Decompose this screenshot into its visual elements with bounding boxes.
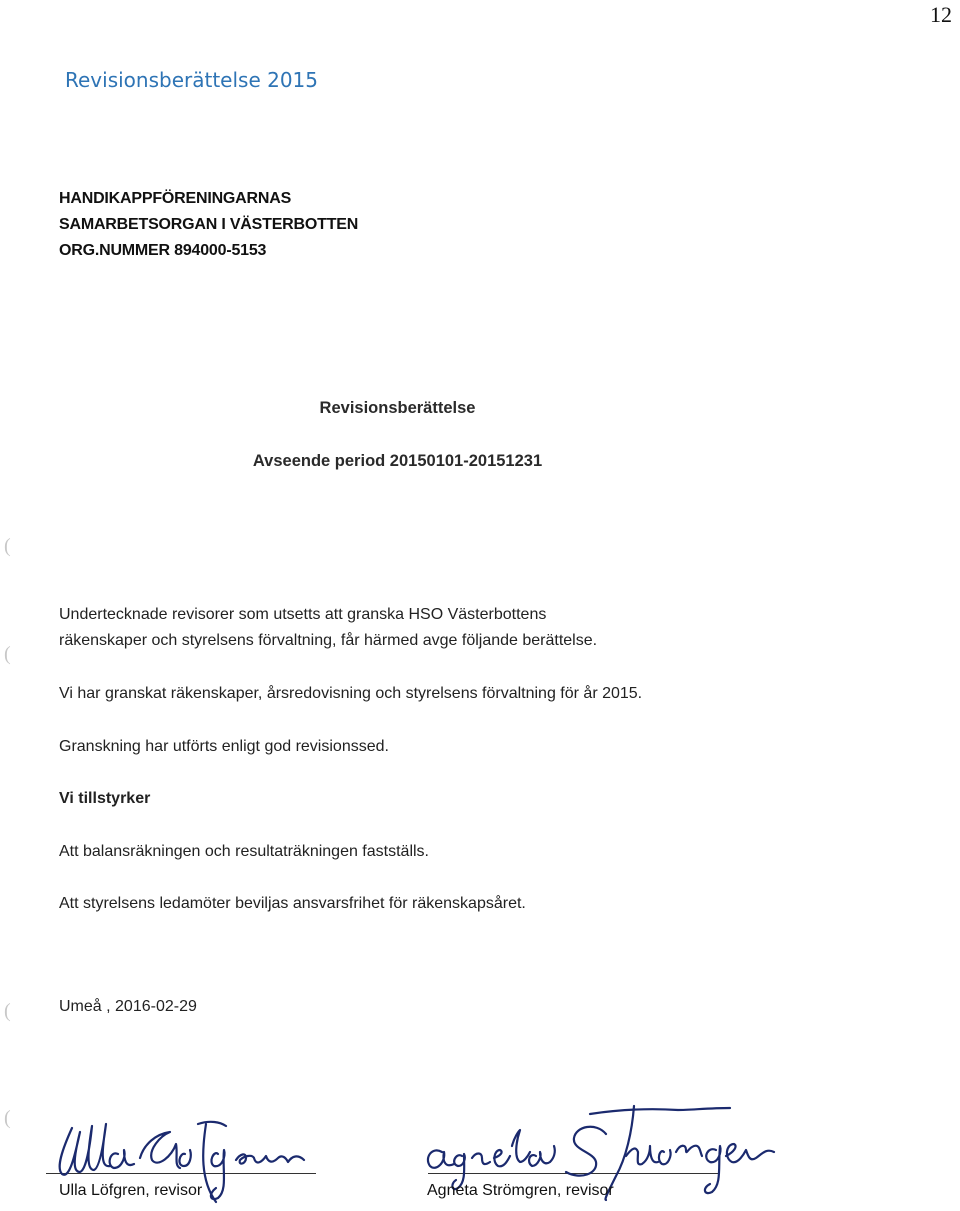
- margin-mark: (: [4, 1000, 11, 1022]
- organization-name-line2: SAMARBETSORGAN I VÄSTERBOTTEN: [59, 216, 359, 233]
- report-period: Avseende period 20150101-20151231: [252, 452, 543, 470]
- scope-paragraph: Vi har granskat räkenskaper, årsredovisning och styrelsens förvaltning för år 2015.: [59, 685, 643, 702]
- organization-number: ORG.NUMMER 894000-5153: [59, 242, 267, 259]
- report-title: Revisionsberättelse: [319, 399, 476, 417]
- intro-paragraph-line1: Undertecknade revisorer som utsetts att granska HSO Västerbottens: [59, 606, 547, 623]
- recommendation-heading: Vi tillstyrker: [59, 790, 151, 807]
- organization-name-line1: HANDIKAPPFÖRENINGARNAS: [59, 190, 292, 207]
- margin-mark: (: [4, 535, 11, 557]
- page-number: 12: [930, 2, 952, 27]
- method-paragraph: Granskning har utförts enligt god revisionssed.: [59, 738, 389, 755]
- signer-name-1: Ulla Löfgren, revisor: [59, 1182, 203, 1199]
- signer-name-2: Agneta Strömgren, revisor: [427, 1182, 614, 1199]
- place-and-date: Umeå , 2016-02-29: [59, 998, 197, 1015]
- recommendation-2: Att styrelsens ledamöter beviljas ansvarsfrihet för räkenskapsåret.: [59, 895, 526, 912]
- intro-paragraph-line2: räkenskaper och styrelsens förvaltning, får härmed avge följande berättelse.: [59, 632, 598, 649]
- section-heading: Revisionsberättelse 2015: [65, 68, 319, 92]
- margin-mark: (: [4, 1107, 11, 1129]
- margin-mark: (: [4, 643, 11, 665]
- recommendation-1: Att balansräkningen och resultaträkningen fastställs.: [59, 843, 429, 860]
